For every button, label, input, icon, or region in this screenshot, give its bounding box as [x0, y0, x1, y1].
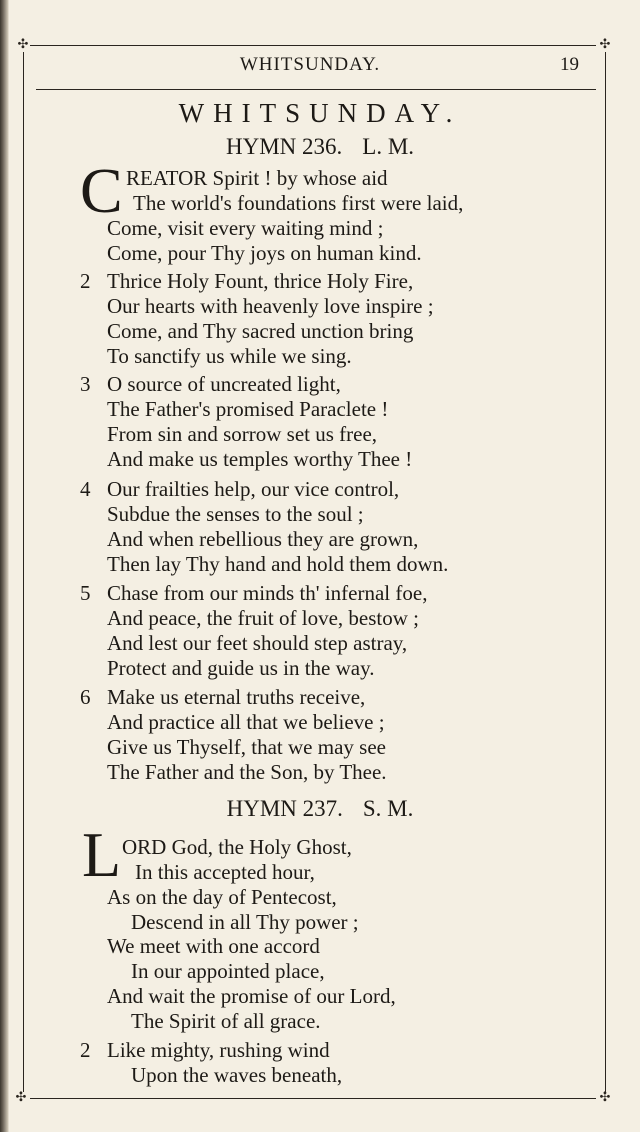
- verse-number: 5: [80, 581, 91, 605]
- verse-line: Upon the waves beneath,: [131, 1063, 343, 1087]
- hymn-237-line-7: And wait the promise of our Lord,: [107, 984, 396, 1008]
- page-number: 19: [560, 54, 579, 75]
- verse-line: To sanctify us while we sing.: [107, 344, 352, 368]
- verse-line: And when rebellious they are grown,: [107, 527, 419, 551]
- verse-line: And practice all that we believe ;: [107, 710, 385, 734]
- verse-line: Protect and guide us in the way.: [107, 656, 375, 680]
- hymn-236-line-2: The world's foundations first were laid,: [133, 191, 464, 215]
- hymn-236-line-4: Come, pour Thy joys on human kind.: [107, 241, 422, 265]
- verse-number: 4: [80, 477, 91, 501]
- verse-line: Subdue the senses to the soul ;: [107, 502, 364, 526]
- right-border-rule: [605, 52, 606, 1092]
- verse-line: The Father and the Son, by Thee.: [107, 760, 387, 784]
- verse-line: And make us temples worthy Thee !: [107, 447, 413, 471]
- hymn-236-number: HYMN 236.: [225, 134, 343, 159]
- verse-line: And peace, the fruit of love, bestow ;: [107, 606, 419, 630]
- verse-number: 3: [80, 372, 91, 396]
- verse-line: And lest our feet should step astray,: [107, 631, 408, 655]
- page-binding-edge: [0, 0, 9, 1132]
- verse-line: From sin and sorrow set us free,: [107, 422, 378, 446]
- verse-line: Make us eternal truths receive,: [107, 685, 366, 709]
- corner-ornament-bottom-right: ✣: [599, 1090, 611, 1105]
- hymn-237-line-3: As on the day of Pentecost,: [107, 885, 337, 909]
- hymn-237-line-5: We meet with one accord: [107, 934, 320, 958]
- verse-line: Then lay Thy hand and hold them down.: [107, 552, 449, 576]
- verse-line: Give us Thyself, that we may see: [107, 735, 386, 759]
- running-head: WHITSUNDAY.: [239, 54, 381, 75]
- header-rule: [36, 89, 596, 90]
- hymn-237-line-1: ORD God, the Holy Ghost,: [122, 835, 352, 859]
- hymn-237-number: HYMN 237.: [226, 796, 343, 821]
- verse-line: Come, and Thy sacred unction bring: [107, 319, 414, 343]
- hymn-237-dropcap: L: [82, 819, 122, 890]
- verse-line: Our hearts with heavenly love inspire ;: [107, 294, 434, 318]
- hymn-237-line-2: In this accepted hour,: [135, 860, 315, 884]
- hymn-237-line-4: Descend in all Thy power ;: [131, 910, 359, 934]
- section-title: WHITSUNDAY.: [178, 98, 462, 128]
- verse-line: Thrice Holy Fount, thrice Holy Fire,: [107, 269, 414, 293]
- corner-ornament-bottom-left: ✣: [15, 1090, 27, 1105]
- top-border-rule: [30, 45, 596, 46]
- verse-line: O source of uncreated light,: [107, 372, 341, 396]
- corner-ornament-top-left: ✣: [17, 37, 29, 52]
- verse-line: Our frailties help, our vice control,: [107, 477, 400, 501]
- verse-line: Chase from our minds th' infernal foe,: [107, 581, 428, 605]
- corner-ornament-top-right: ✣: [599, 37, 611, 52]
- left-border-rule: [23, 52, 24, 1092]
- hymn-236-dropcap: C: [80, 155, 123, 226]
- hymn-236-line-3: Come, visit every waiting mind ;: [107, 216, 384, 240]
- verse-line: Like mighty, rushing wind: [107, 1038, 330, 1062]
- hymn-237-meter: S. M.: [362, 796, 414, 821]
- hymn-237-line-8: The Spirit of all grace.: [131, 1009, 321, 1033]
- bottom-border-rule: [30, 1098, 596, 1099]
- hymn-237-line-6: In our appointed place,: [131, 959, 325, 983]
- verse-number: 2: [80, 1038, 91, 1062]
- verse-line: The Father's promised Paraclete !: [107, 397, 389, 421]
- verse-number: 2: [80, 269, 91, 293]
- verse-number: 6: [80, 685, 91, 709]
- hymn-236-meter: L. M.: [362, 134, 415, 159]
- hymn-236-line-1: REATOR Spirit ! by whose aid: [126, 166, 388, 190]
